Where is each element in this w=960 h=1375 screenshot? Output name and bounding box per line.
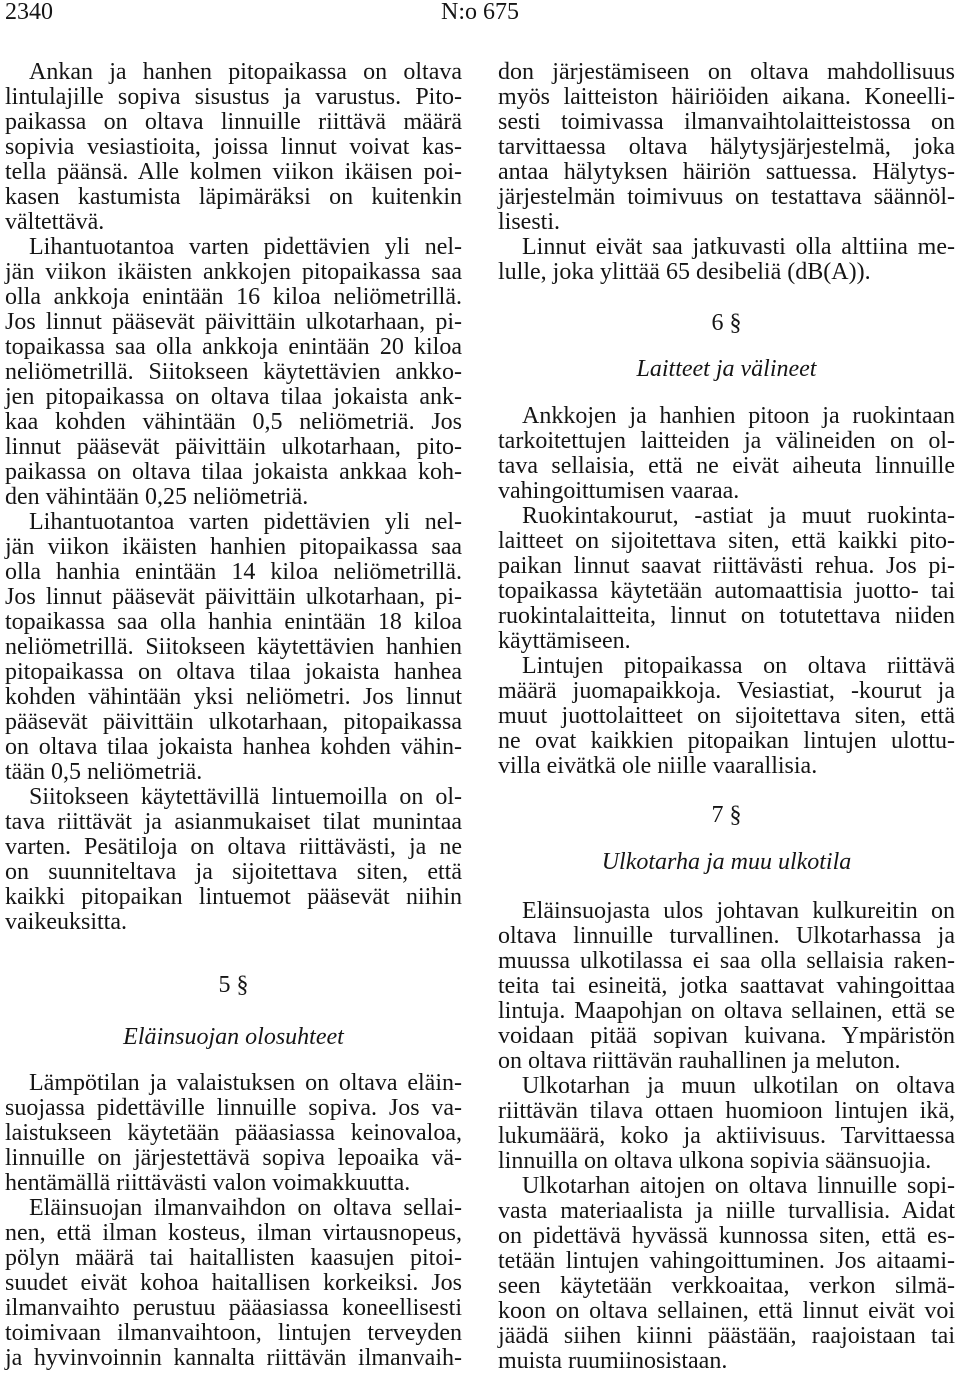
text-line: Ankan ja hanhen pitopaikassa on oltava (29, 58, 462, 85)
text-line: hentämällä riittävästi valon voimakkuutta. (5, 1169, 411, 1196)
text-line: vasta materiaalista ja niille turvallisia. Aidat (498, 1197, 955, 1224)
text-block (5, 60, 462, 935)
text-line: sesti toimivassa ilmanvaihtolaitteistossa on (498, 108, 955, 135)
text-line: tella päänsä. Alle kolmen viikon ikäisen poi- (5, 158, 462, 185)
text-line: Lintujen pitopaikassa on oltava riittävä (522, 652, 955, 679)
text-line: vahingoittumisen vaaraa. (498, 477, 740, 504)
text-line: laitteet on sijoitettava siten, että kaikki pito- (498, 527, 955, 554)
paragraph (498, 899, 955, 1074)
paragraph (498, 60, 955, 235)
text-line: voidaan pitää sopivan kuivana. Ympäristön (498, 1022, 955, 1049)
text-line: ne ovat kaikkien pitopaikan lintujen ulottu- (498, 727, 955, 754)
text-line: järjestelmän toimivuus on testattava säännöl- (498, 183, 955, 210)
text-line: kohden vähintään yksi neliömetri. Jos linnut (5, 683, 462, 710)
section-title: Ulkotarha ja muu ulkotila (601, 848, 852, 875)
text-line: nen, että ilman kosteus, ilman virtausnopeus, (5, 1219, 462, 1246)
left-column (5, 0, 462, 1375)
text-line: vaikeuksitta. (5, 908, 127, 935)
section-title: Eläinsuojan olosuhteet (123, 1023, 344, 1050)
text-line: oltava linnuille turvallinen. Ulkotarhassa ja (498, 922, 955, 949)
right-column (498, 0, 955, 1375)
text-line: villa eivätkä ole niille vaarallisia. (498, 752, 818, 779)
text-line: on suunniteltava ja sijoitettava siten, että (5, 858, 462, 885)
text-line: neliömetrillä. Siitokseen käytettävien hanhien (5, 633, 462, 660)
text-line: paikassa on oltava linnuille riittävä määrä (5, 108, 462, 135)
text-line: on oltava riittävän rauhallinen ja meluton. (498, 1047, 901, 1074)
paragraph (498, 654, 955, 779)
text-line: on oltava tilaa jokaista hanhea kohden vähin- (5, 733, 462, 760)
text-block (498, 404, 955, 779)
text-line: muussa ulkotilassa ei saa olla sellaisia raken- (498, 947, 955, 974)
text-line: tään 0,5 neliömetriä. (5, 758, 203, 785)
text-line: jäädä siihen kiinni päästään, raajoistaan tai (498, 1322, 955, 1349)
text-line: pitopaikassa on oltava tilaa jokaista hanhea (5, 658, 462, 685)
text-line: sopivia vesiastioita, joissa linnut voivat kas- (5, 133, 462, 160)
text-line: olla hanhia enintään 14 kiloa neliömetrillä. (5, 558, 462, 585)
text-line: riittävän tilava ottaen huomioon lintujen ikä, (498, 1097, 955, 1124)
text-line: Lihantuotantoa varten pidettävien yli nel- (29, 508, 462, 535)
text-line: linnuille on järjestettävä sopiva lepoaika vä- (5, 1144, 462, 1171)
text-block (498, 899, 955, 1374)
text-line: antaa hälytyksen häiriön sattuessa. Hälytys- (498, 158, 955, 185)
text-line: topaikassa käytetään automaattisia juotto- tai (498, 577, 955, 604)
text-line: olla ankkoja enintään 16 kiloa neliömetrillä. (5, 283, 462, 310)
text-line: jän viikon ikäisten ankkojen pitopaikassa saa (5, 258, 462, 285)
text-block (498, 60, 955, 285)
text-line: den vähintään 0,25 neliömetriä. (5, 483, 309, 510)
text-line: lisesti. (498, 208, 561, 235)
text-line: seen käytetään verkkoaitaa, verkon silmä- (498, 1272, 955, 1299)
text-line: kaa kohden vähintään 0,5 neliömetriä. Jos (5, 408, 462, 435)
paragraph (5, 785, 462, 935)
text-line: tarkoitettujen laitteiden ja välineiden on ol- (498, 427, 955, 454)
paragraph (5, 235, 462, 510)
text-line: Linnut eivät saa jatkuvasti olla alttiina me- (522, 233, 955, 260)
text-line: on pidettävä hyvässä kunnossa siten, että es- (498, 1222, 955, 1249)
text-line: jän viikon ikäisten hanhien pitopaikassa saa (5, 533, 462, 560)
section-title: Laitteet ja välineet (636, 355, 817, 382)
text-line: Ulkotarhan aitojen on oltava linnuille sopi- (522, 1172, 955, 1199)
text-block (5, 1071, 462, 1371)
paragraph (5, 1071, 462, 1196)
text-line: don järjestämiseen on oltava mahdollisuus (498, 58, 955, 85)
text-line: myös laitteiston häiriöiden aikana. Koneelli- (498, 83, 955, 110)
text-line: ja hyvinvoinnin kannalta riittävän ilmanvaih- (5, 1344, 462, 1371)
text-line: kaikki pitopaikan lintuemot pääsevät niihin (5, 883, 462, 910)
text-line: Ulkotarhan ja muun ulkotilan on oltava (522, 1072, 955, 1099)
paragraph (5, 1196, 462, 1371)
text-line: ilmanvaihto perustuu pääasiassa koneellisesti (5, 1294, 462, 1321)
text-line: ruokintalaitteita, linnut on totutettava niiden (498, 602, 955, 629)
page-number: 2340 (5, 0, 53, 25)
text-line: neliömetrillä. Siitokseen käytettävien ankko- (5, 358, 462, 385)
paragraph (5, 60, 462, 235)
paragraph (5, 510, 462, 785)
text-line: laistukseen käytetään pääasiassa keinovaloa, (5, 1119, 462, 1146)
text-line: linnuilla on oltava ulkona sopivia säänsuojia. (498, 1147, 932, 1174)
text-line: tetään lintujen vahingoittuminen. Jos aitaami- (498, 1247, 955, 1274)
paragraph (498, 1074, 955, 1174)
text-line: paikan linnut saavat riittävästi rehua. Jos pi- (498, 552, 955, 579)
paragraph (498, 1174, 955, 1374)
text-line: lintulajille sopiva sisustus ja varustus. Pito- (5, 83, 462, 110)
text-line: Ankkojen ja hanhien pitoon ja ruokintaan (522, 402, 955, 429)
section-number: 7 § (711, 801, 742, 828)
text-line: varten. Pesätiloja on oltava riittävästi, ja ne (5, 833, 462, 860)
section-number: 5 § (218, 971, 249, 998)
text-line: lukumäärä, koko ja aktiivisuus. Tarvittaessa (498, 1122, 955, 1149)
text-line: käyttämiseen. (498, 627, 631, 654)
text-line: muut juottolaitteet on sijoitettava siten, että (498, 702, 955, 729)
text-line: Ruokintakourut, -astiat ja muut ruokinta- (522, 502, 955, 529)
text-line: teita tai esineitä, jotka saattavat vahingoittaa (498, 972, 955, 999)
text-line: suojassa pidettäville linnuille sopiva. Jos va- (5, 1094, 462, 1121)
text-line: koon on oltava sellainen, että linnut eivät voi (498, 1297, 955, 1324)
text-line: pölyn määrä tai haitallisten kaasujen pitoi- (5, 1244, 462, 1271)
text-line: paikassa on oltava tilaa jokaista ankkaa koh- (5, 458, 462, 485)
text-line: määrä juomapaikkoja. Vesiastiat, -kourut ja (498, 677, 955, 704)
text-line: jen pitopaikassa on oltava tilaa jokaista ank- (5, 383, 462, 410)
text-line: Siitokseen käytettävillä lintuemoilla on ol- (29, 783, 462, 810)
text-line: Lämpötilan ja valaistuksen on oltava eläin- (29, 1069, 462, 1096)
text-line: lintuja. Maapohjan on oltava sellainen, että se (498, 997, 955, 1024)
text-line: Lihantuotantoa varten pidettävien yli nel- (29, 233, 462, 260)
text-line: Eläinsuojan ilmanvaihdon on oltava sellai- (29, 1194, 462, 1221)
text-line: tava sellaisia, että ne eivät aiheuta linnuille (498, 452, 955, 479)
text-line: tarvittaessa oltava hälytysjärjestelmä, joka (498, 133, 955, 160)
text-line: toimivaan ilmanvaihtoon, lintujen terveyden (5, 1319, 462, 1346)
issue-number: N:o 675 (441, 0, 519, 25)
text-line: kasen kastumista läpimäräksi on kuitenkin (5, 183, 462, 210)
text-line: suudet eivät kohoa haitallisen korkeiksi. Jos (5, 1269, 462, 1296)
text-line: Eläinsuojasta ulos johtavan kulkureitin on (522, 897, 955, 924)
paragraph (498, 235, 955, 285)
section-number: 6 § (711, 309, 742, 336)
text-line: lulle, joka ylittää 65 desibeliä (dB(A)). (498, 258, 871, 285)
text-line: tava riittävät ja asianmukaiset tilat munintaa (5, 808, 462, 835)
text-line: muista ruumiinosistaan. (498, 1347, 728, 1374)
text-line: Jos linnut pääsevät päivittäin ulkotarhaan, pi- (5, 583, 462, 610)
text-line: Jos linnut pääsevät päivittäin ulkotarhaan, pi- (5, 308, 462, 335)
text-line: linnut pääsevät päivittäin ulkotarhaan, pito- (5, 433, 462, 460)
text-line: vältettävä. (5, 208, 105, 235)
text-line: pääsevät päivittäin ulkotarhaan, pitopaikassa (5, 708, 462, 735)
paragraph (498, 404, 955, 504)
paragraph (498, 504, 955, 654)
text-line: topaikassa saa olla hanhia enintään 18 kiloa (5, 608, 462, 635)
text-line: topaikassa saa olla ankkoja enintään 20 kiloa (5, 333, 462, 360)
